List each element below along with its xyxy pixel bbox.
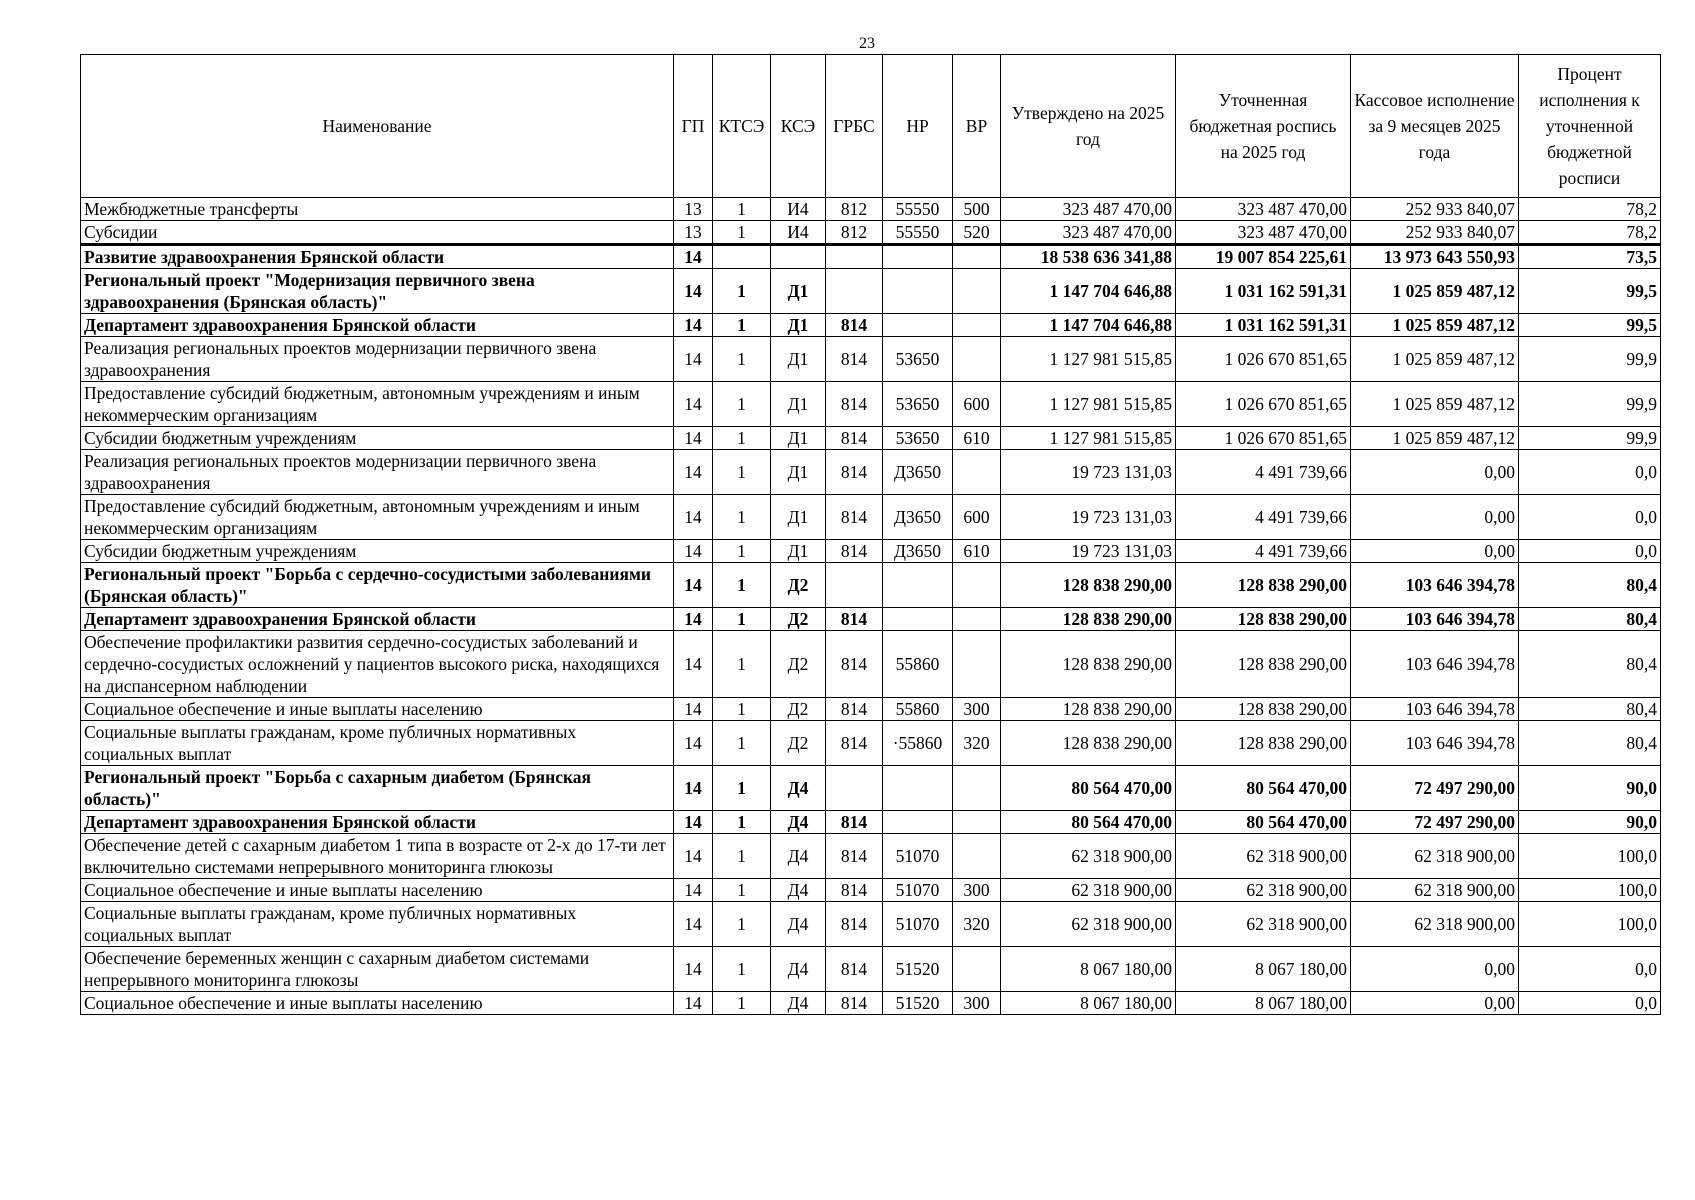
cell-gp: 14 — [674, 608, 713, 631]
cell-nr — [883, 563, 953, 608]
cell-approved: 62 318 900,00 — [1001, 834, 1176, 879]
cell-cash: 62 318 900,00 — [1351, 902, 1519, 947]
cell-name: Предоставление субсидий бюджетным, автономным учреждениям и иным некоммерческим организациям — [81, 382, 674, 427]
cell-grbs: 814 — [826, 879, 883, 902]
header-name: Наименование — [81, 55, 674, 198]
cell-nr — [883, 245, 953, 269]
cell-grbs: 814 — [826, 834, 883, 879]
header-vr: ВР — [953, 55, 1001, 198]
table-row — [81, 427, 1661, 450]
cell-gp: 14 — [674, 698, 713, 721]
cell-kse: Д4 — [771, 811, 826, 834]
cell-cash: 1 025 859 487,12 — [1351, 337, 1519, 382]
cell-name: Обеспечение детей с сахарным диабетом 1 типа в возрасте от 2-х до 17-ти лет включительно системами непрерывного мониторинга глюкозы — [81, 834, 674, 879]
table-row — [81, 631, 1661, 698]
cell-approved: 1 127 981 515,85 — [1001, 382, 1176, 427]
cell-refined: 1 026 670 851,65 — [1176, 337, 1351, 382]
cell-cash: 1 025 859 487,12 — [1351, 382, 1519, 427]
cell-ktse: 1 — [713, 198, 771, 221]
cell-grbs — [826, 245, 883, 269]
cell-ktse: 1 — [713, 382, 771, 427]
cell-percent: 80,4 — [1519, 608, 1661, 631]
table-row — [81, 314, 1661, 337]
table-row — [81, 540, 1661, 563]
cell-approved: 62 318 900,00 — [1001, 902, 1176, 947]
cell-name: Развитие здравоохранения Брянской области — [81, 245, 674, 269]
cell-refined: 62 318 900,00 — [1176, 834, 1351, 879]
cell-refined: 1 026 670 851,65 — [1176, 382, 1351, 427]
table-row — [81, 450, 1661, 495]
table-row — [81, 879, 1661, 902]
header-nr: НР — [883, 55, 953, 198]
cell-name: Межбюджетные трансферты — [81, 198, 674, 221]
cell-refined: 128 838 290,00 — [1176, 631, 1351, 698]
cell-vr — [953, 947, 1001, 992]
cell-percent: 99,9 — [1519, 427, 1661, 450]
header-ktse: КТСЭ — [713, 55, 771, 198]
table-row — [81, 902, 1661, 947]
table-row — [81, 495, 1661, 540]
table-row — [81, 198, 1661, 221]
cell-grbs: 814 — [826, 631, 883, 698]
cell-kse: Д1 — [771, 269, 826, 314]
cell-nr: 53650 — [883, 427, 953, 450]
cell-ktse: 1 — [713, 337, 771, 382]
cell-vr: 320 — [953, 721, 1001, 766]
cell-vr — [953, 337, 1001, 382]
cell-kse: И4 — [771, 221, 826, 245]
cell-kse: Д2 — [771, 631, 826, 698]
cell-kse: Д2 — [771, 698, 826, 721]
cell-ktse: 1 — [713, 314, 771, 337]
cell-approved: 19 723 131,03 — [1001, 495, 1176, 540]
cell-kse: Д4 — [771, 834, 826, 879]
cell-gp: 14 — [674, 563, 713, 608]
cell-refined: 1 031 162 591,31 — [1176, 269, 1351, 314]
cell-cash: 72 497 290,00 — [1351, 811, 1519, 834]
cell-nr — [883, 811, 953, 834]
cell-grbs — [826, 269, 883, 314]
cell-kse: Д4 — [771, 947, 826, 992]
cell-name: Субсидии — [81, 221, 674, 245]
cell-vr — [953, 450, 1001, 495]
cell-ktse: 1 — [713, 902, 771, 947]
cell-grbs: 814 — [826, 314, 883, 337]
cell-gp: 14 — [674, 721, 713, 766]
cell-refined: 1 026 670 851,65 — [1176, 427, 1351, 450]
cell-name: Департамент здравоохранения Брянской области — [81, 314, 674, 337]
cell-gp: 14 — [674, 382, 713, 427]
cell-refined: 128 838 290,00 — [1176, 698, 1351, 721]
cell-nr: 55550 — [883, 198, 953, 221]
cell-nr: Д3650 — [883, 450, 953, 495]
cell-percent: 100,0 — [1519, 879, 1661, 902]
cell-gp: 14 — [674, 811, 713, 834]
cell-cash: 252 933 840,07 — [1351, 221, 1519, 245]
cell-gp: 14 — [674, 245, 713, 269]
cell-gp: 14 — [674, 450, 713, 495]
cell-ktse: 1 — [713, 879, 771, 902]
cell-nr — [883, 608, 953, 631]
cell-name: Департамент здравоохранения Брянской области — [81, 608, 674, 631]
cell-grbs: 814 — [826, 608, 883, 631]
cell-ktse: 1 — [713, 269, 771, 314]
cell-kse: Д4 — [771, 766, 826, 811]
cell-cash: 252 933 840,07 — [1351, 198, 1519, 221]
cell-name: Субсидии бюджетным учреждениям — [81, 427, 674, 450]
cell-nr: 55860 — [883, 698, 953, 721]
cell-refined: 19 007 854 225,61 — [1176, 245, 1351, 269]
cell-approved: 1 127 981 515,85 — [1001, 427, 1176, 450]
cell-ktse: 1 — [713, 495, 771, 540]
table-row — [81, 834, 1661, 879]
cell-cash: 0,00 — [1351, 947, 1519, 992]
cell-vr: 300 — [953, 698, 1001, 721]
cell-percent: 73,5 — [1519, 245, 1661, 269]
cell-percent: 80,4 — [1519, 698, 1661, 721]
cell-name: Региональный проект "Борьба с сердечно-сосудистыми заболеваниями (Брянская область)" — [81, 563, 674, 608]
cell-ktse: 1 — [713, 221, 771, 245]
cell-grbs: 814 — [826, 947, 883, 992]
cell-cash: 103 646 394,78 — [1351, 631, 1519, 698]
cell-percent: 100,0 — [1519, 834, 1661, 879]
cell-gp: 14 — [674, 834, 713, 879]
cell-ktse: 1 — [713, 450, 771, 495]
cell-refined: 128 838 290,00 — [1176, 563, 1351, 608]
cell-approved: 8 067 180,00 — [1001, 947, 1176, 992]
cell-cash: 103 646 394,78 — [1351, 563, 1519, 608]
cell-ktse: 1 — [713, 947, 771, 992]
cell-kse: Д1 — [771, 337, 826, 382]
cell-approved: 19 723 131,03 — [1001, 450, 1176, 495]
cell-percent: 90,0 — [1519, 766, 1661, 811]
cell-gp: 13 — [674, 221, 713, 245]
cell-name: Субсидии бюджетным учреждениям — [81, 540, 674, 563]
cell-grbs: 814 — [826, 495, 883, 540]
cell-vr — [953, 314, 1001, 337]
cell-name: Региональный проект "Борьба с сахарным диабетом (Брянская область)" — [81, 766, 674, 811]
cell-approved: 80 564 470,00 — [1001, 766, 1176, 811]
table-row — [81, 382, 1661, 427]
header-grbs: ГРБС — [826, 55, 883, 198]
cell-kse: Д1 — [771, 495, 826, 540]
cell-nr: 51520 — [883, 992, 953, 1015]
cell-grbs: 814 — [826, 427, 883, 450]
header-row — [81, 55, 1661, 198]
cell-refined: 323 487 470,00 — [1176, 221, 1351, 245]
cell-grbs: 814 — [826, 337, 883, 382]
cell-cash: 0,00 — [1351, 540, 1519, 563]
cell-nr: 51070 — [883, 834, 953, 879]
cell-gp: 14 — [674, 314, 713, 337]
cell-refined: 4 491 739,66 — [1176, 540, 1351, 563]
cell-grbs: 814 — [826, 721, 883, 766]
cell-percent: 0,0 — [1519, 540, 1661, 563]
cell-percent: 80,4 — [1519, 563, 1661, 608]
cell-name: Реализация региональных проектов модернизации первичного звена здравоохранения — [81, 450, 674, 495]
cell-cash: 1 025 859 487,12 — [1351, 269, 1519, 314]
cell-ktse: 1 — [713, 766, 771, 811]
cell-nr: 51520 — [883, 947, 953, 992]
cell-percent: 100,0 — [1519, 902, 1661, 947]
cell-percent: 99,5 — [1519, 269, 1661, 314]
cell-name: Социальные выплаты гражданам, кроме публичных нормативных социальных выплат — [81, 721, 674, 766]
cell-ktse: 1 — [713, 540, 771, 563]
cell-refined: 128 838 290,00 — [1176, 721, 1351, 766]
cell-grbs: 814 — [826, 811, 883, 834]
cell-vr — [953, 269, 1001, 314]
cell-gp: 14 — [674, 631, 713, 698]
cell-kse: Д4 — [771, 879, 826, 902]
cell-percent: 80,4 — [1519, 631, 1661, 698]
cell-grbs: 814 — [826, 382, 883, 427]
cell-vr — [953, 245, 1001, 269]
header-percent: Процент исполнения к уточненной бюджетной росписи — [1519, 55, 1661, 198]
cell-refined: 8 067 180,00 — [1176, 947, 1351, 992]
cell-nr: 53650 — [883, 382, 953, 427]
cell-approved: 128 838 290,00 — [1001, 608, 1176, 631]
cell-kse: И4 — [771, 198, 826, 221]
cell-gp: 14 — [674, 992, 713, 1015]
cell-cash: 103 646 394,78 — [1351, 608, 1519, 631]
cell-grbs: 812 — [826, 198, 883, 221]
cell-approved: 80 564 470,00 — [1001, 811, 1176, 834]
cell-grbs: 814 — [826, 450, 883, 495]
page-number: 23 — [859, 35, 875, 52]
cell-ktse: 1 — [713, 811, 771, 834]
cell-nr: Д3650 — [883, 495, 953, 540]
header-refined: Уточненная бюджетная роспись на 2025 год — [1176, 55, 1351, 198]
table-row — [81, 992, 1661, 1015]
cell-refined: 128 838 290,00 — [1176, 608, 1351, 631]
cell-refined: 80 564 470,00 — [1176, 766, 1351, 811]
cell-percent: 99,9 — [1519, 337, 1661, 382]
cell-approved: 1 147 704 646,88 — [1001, 269, 1176, 314]
cell-nr: 51070 — [883, 879, 953, 902]
header-approved: Утверждено на 2025 год — [1001, 55, 1176, 198]
cell-cash: 0,00 — [1351, 495, 1519, 540]
cell-percent: 0,0 — [1519, 495, 1661, 540]
cell-approved: 18 538 636 341,88 — [1001, 245, 1176, 269]
cell-vr: 300 — [953, 879, 1001, 902]
cell-vr: 500 — [953, 198, 1001, 221]
cell-cash: 1 025 859 487,12 — [1351, 427, 1519, 450]
cell-gp: 14 — [674, 766, 713, 811]
table-row — [81, 811, 1661, 834]
cell-gp: 14 — [674, 269, 713, 314]
cell-approved: 128 838 290,00 — [1001, 563, 1176, 608]
cell-nr: 51070 — [883, 902, 953, 947]
cell-kse: Д4 — [771, 902, 826, 947]
cell-cash: 13 973 643 550,93 — [1351, 245, 1519, 269]
cell-approved: 1 127 981 515,85 — [1001, 337, 1176, 382]
cell-ktse: 1 — [713, 631, 771, 698]
cell-percent: 78,2 — [1519, 221, 1661, 245]
cell-vr — [953, 631, 1001, 698]
cell-grbs: 814 — [826, 540, 883, 563]
cell-approved: 1 147 704 646,88 — [1001, 314, 1176, 337]
cell-vr — [953, 811, 1001, 834]
table-row — [81, 721, 1661, 766]
cell-nr: 53650 — [883, 337, 953, 382]
cell-name: Департамент здравоохранения Брянской области — [81, 811, 674, 834]
cell-ktse: 1 — [713, 563, 771, 608]
cell-ktse: 1 — [713, 721, 771, 766]
cell-percent: 80,4 — [1519, 721, 1661, 766]
cell-name: Социальное обеспечение и иные выплаты населению — [81, 698, 674, 721]
cell-name: Предоставление субсидий бюджетным, автономным учреждениям и иным некоммерческим организациям — [81, 495, 674, 540]
cell-approved: 128 838 290,00 — [1001, 631, 1176, 698]
table-row — [81, 337, 1661, 382]
cell-gp: 14 — [674, 337, 713, 382]
cell-name: Реализация региональных проектов модернизации первичного звена здравоохранения — [81, 337, 674, 382]
cell-grbs — [826, 563, 883, 608]
cell-cash: 103 646 394,78 — [1351, 721, 1519, 766]
cell-cash: 62 318 900,00 — [1351, 879, 1519, 902]
cell-refined: 4 491 739,66 — [1176, 450, 1351, 495]
cell-nr: 55550 — [883, 221, 953, 245]
cell-vr: 600 — [953, 495, 1001, 540]
cell-kse: Д4 — [771, 992, 826, 1015]
cell-name: Социальные выплаты гражданам, кроме публичных нормативных социальных выплат — [81, 902, 674, 947]
cell-kse: Д1 — [771, 540, 826, 563]
cell-vr: 520 — [953, 221, 1001, 245]
cell-percent: 99,9 — [1519, 382, 1661, 427]
cell-percent: 90,0 — [1519, 811, 1661, 834]
cell-vr: 320 — [953, 902, 1001, 947]
cell-grbs: 814 — [826, 902, 883, 947]
cell-grbs: 812 — [826, 221, 883, 245]
cell-percent: 0,0 — [1519, 947, 1661, 992]
cell-refined: 323 487 470,00 — [1176, 198, 1351, 221]
cell-kse: Д2 — [771, 721, 826, 766]
table-row — [81, 563, 1661, 608]
cell-vr — [953, 834, 1001, 879]
cell-kse: Д2 — [771, 608, 826, 631]
cell-percent: 99,5 — [1519, 314, 1661, 337]
budget-table — [80, 54, 1661, 1015]
cell-percent: 0,0 — [1519, 992, 1661, 1015]
cell-kse: Д1 — [771, 314, 826, 337]
cell-gp: 14 — [674, 902, 713, 947]
table-row — [81, 947, 1661, 992]
cell-percent: 78,2 — [1519, 198, 1661, 221]
cell-approved: 62 318 900,00 — [1001, 879, 1176, 902]
cell-grbs: 814 — [826, 992, 883, 1015]
cell-ktse: 1 — [713, 608, 771, 631]
cell-ktse: 1 — [713, 698, 771, 721]
cell-name: Социальное обеспечение и иные выплаты населению — [81, 879, 674, 902]
cell-kse: Д1 — [771, 450, 826, 495]
cell-kse: Д1 — [771, 382, 826, 427]
cell-nr: Д3650 — [883, 540, 953, 563]
cell-ktse: 1 — [713, 427, 771, 450]
cell-refined: 80 564 470,00 — [1176, 811, 1351, 834]
header-kse: КСЭ — [771, 55, 826, 198]
cell-vr: 300 — [953, 992, 1001, 1015]
cell-ktse: 1 — [713, 834, 771, 879]
cell-approved: 323 487 470,00 — [1001, 198, 1176, 221]
cell-ktse — [713, 245, 771, 269]
table-body — [81, 198, 1661, 1015]
cell-cash: 0,00 — [1351, 450, 1519, 495]
cell-gp: 13 — [674, 198, 713, 221]
cell-percent: 0,0 — [1519, 450, 1661, 495]
cell-gp: 14 — [674, 947, 713, 992]
cell-refined: 4 491 739,66 — [1176, 495, 1351, 540]
cell-cash: 62 318 900,00 — [1351, 834, 1519, 879]
cell-approved: 128 838 290,00 — [1001, 698, 1176, 721]
cell-name: Обеспечение беременных женщин с сахарным диабетом системами непрерывного мониторинга глюкозы — [81, 947, 674, 992]
cell-name: Региональный проект "Модернизация первичного звена здравоохранения (Брянская область)" — [81, 269, 674, 314]
cell-vr: 610 — [953, 427, 1001, 450]
cell-approved: 128 838 290,00 — [1001, 721, 1176, 766]
cell-cash: 72 497 290,00 — [1351, 766, 1519, 811]
cell-nr — [883, 766, 953, 811]
cell-vr — [953, 563, 1001, 608]
table-row — [81, 269, 1661, 314]
cell-refined: 1 031 162 591,31 — [1176, 314, 1351, 337]
cell-nr: ·55860 — [883, 721, 953, 766]
cell-gp: 14 — [674, 879, 713, 902]
cell-nr — [883, 269, 953, 314]
cell-gp: 14 — [674, 540, 713, 563]
cell-vr — [953, 608, 1001, 631]
header-gp: ГП — [674, 55, 713, 198]
cell-refined: 62 318 900,00 — [1176, 902, 1351, 947]
cell-name: Обеспечение профилактики развития сердечно-сосудистых заболеваний и сердечно-сосудистых осложнений у пациентов высокого риска, находящихся на диспансерном наблюдении — [81, 631, 674, 698]
cell-nr — [883, 314, 953, 337]
cell-grbs — [826, 766, 883, 811]
cell-cash: 0,00 — [1351, 992, 1519, 1015]
cell-vr: 610 — [953, 540, 1001, 563]
cell-vr: 600 — [953, 382, 1001, 427]
cell-cash: 1 025 859 487,12 — [1351, 314, 1519, 337]
header-cash: Кассовое исполнение за 9 месяцев 2025 года — [1351, 55, 1519, 198]
cell-ktse: 1 — [713, 992, 771, 1015]
cell-kse: Д1 — [771, 427, 826, 450]
cell-refined: 8 067 180,00 — [1176, 992, 1351, 1015]
table-row — [81, 245, 1661, 269]
cell-approved: 8 067 180,00 — [1001, 992, 1176, 1015]
cell-name: Социальное обеспечение и иные выплаты населению — [81, 992, 674, 1015]
cell-grbs: 814 — [826, 698, 883, 721]
cell-vr — [953, 766, 1001, 811]
table-row — [81, 221, 1661, 245]
cell-approved: 19 723 131,03 — [1001, 540, 1176, 563]
cell-gp: 14 — [674, 427, 713, 450]
cell-gp: 14 — [674, 495, 713, 540]
cell-kse: Д2 — [771, 563, 826, 608]
cell-kse — [771, 245, 826, 269]
cell-approved: 323 487 470,00 — [1001, 221, 1176, 245]
table-row — [81, 698, 1661, 721]
table-row — [81, 608, 1661, 631]
cell-nr: 55860 — [883, 631, 953, 698]
cell-cash: 103 646 394,78 — [1351, 698, 1519, 721]
table-row — [81, 766, 1661, 811]
cell-refined: 62 318 900,00 — [1176, 879, 1351, 902]
